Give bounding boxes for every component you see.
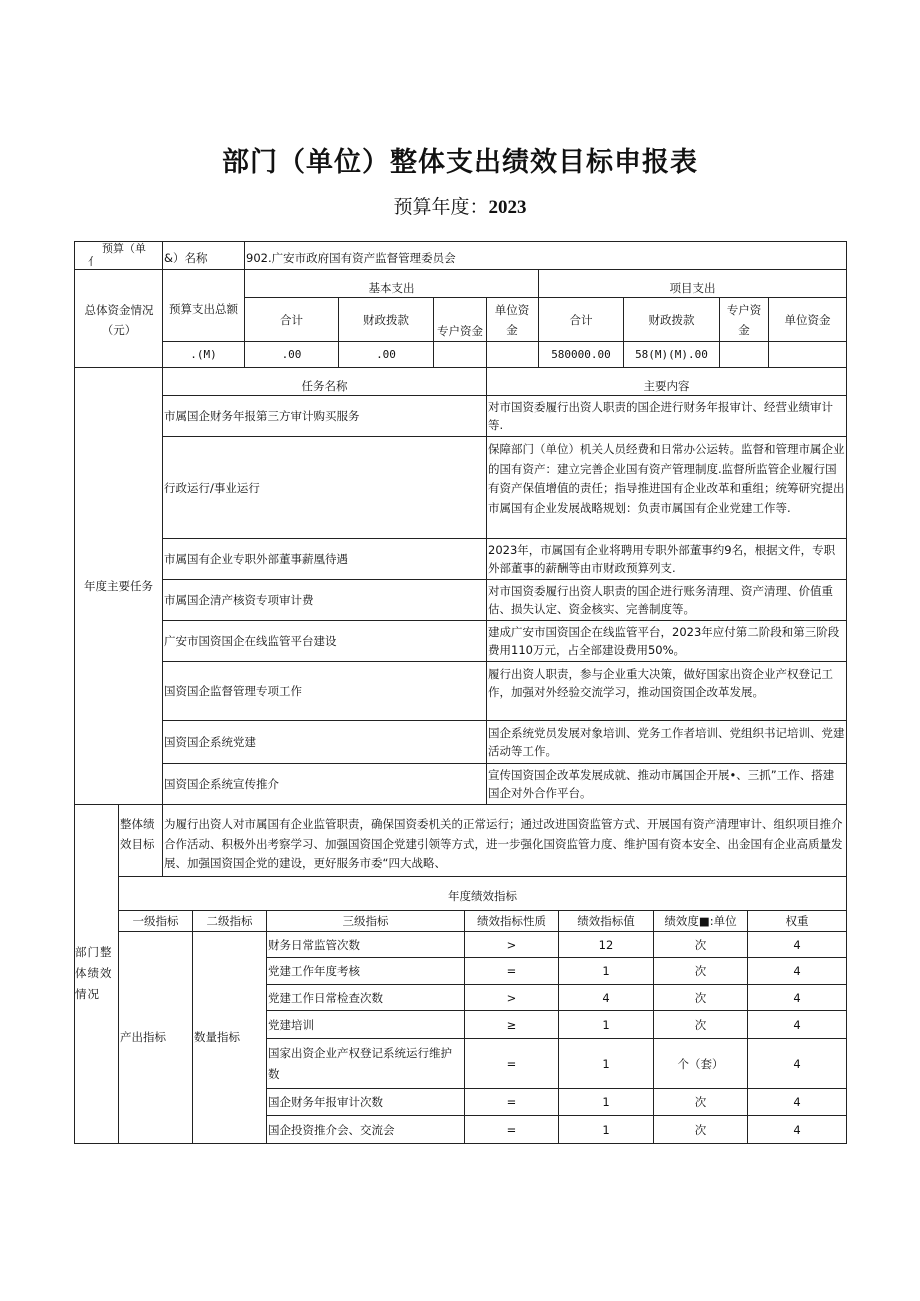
col-header-level3: 三级指标 [342, 914, 389, 928]
task-content: 对市国资委履行出资人职责的国企进行账务清理、资产清理、价值重估、损失认定、资金核实、完善制度等。 [488, 584, 833, 616]
basic-special-value [434, 342, 486, 367]
col-header-level2: 二级指标 [206, 914, 253, 928]
task-content: 宣传国资国企改革发展成就、推动市属国企开展•、三抓”工作、搭建国企对外合作平台。 [488, 768, 835, 800]
indicator-unit: 次 [694, 937, 707, 952]
indicator-name: 党建培训 [268, 1017, 314, 1032]
indicator-name: 国家出资企业产权登记系统运行维护数 [268, 1046, 452, 1081]
task-content: 保障部门（单位）机关人员经费和日常办公运转。监督和管理市属企业的国有资产：建立完善企业国有资产管理制度.监督所监管企业履行国有资产保值增值的责任；指导推进国有企业改革和重组；统筹研究提出市属国有企业发展战略规划：负责市属国有企业党建工作等. [488, 442, 845, 515]
indicator-unit: 次 [694, 1095, 707, 1109]
project-special-value [720, 342, 768, 367]
indicator-name: 党建工作年度考核 [268, 964, 360, 978]
task-content: 履行出资人职责，参与企业重大决策，做好国家出资企业产权登记工作，加强对外经验交流学习，推动国资国企改革发展。 [488, 667, 833, 699]
task-name-header: 任务名称 [301, 379, 348, 393]
indicator-unit: 次 [694, 1017, 707, 1032]
basic-total-value: .00 [281, 347, 302, 361]
indicator-weight: 4 [793, 1056, 801, 1071]
project-total-value: 580000.00 [551, 347, 611, 361]
col-header-value: 绩效指标值 [577, 914, 635, 928]
budget-year-value: 2023 [488, 197, 527, 218]
task-content: 2023年，市属国有企业将聘用专职外部董事约9名，根据文件，专职外部董事的薪酬等由市财政预算列支. [488, 543, 836, 575]
task-content: 国企系统党员发展对象培训、党务工作者培训、党组织书记培训、党建活动等工作。 [488, 726, 845, 758]
basic-unit-header: 单位资金 [494, 303, 530, 337]
col-header-level1: 一级指标 [132, 914, 179, 928]
indicator-value: 4 [602, 990, 610, 1005]
indicator-weight: 4 [793, 1122, 801, 1137]
task-content-header: 主要内容 [643, 379, 690, 393]
budget-total-label: 预算支出总额 [169, 302, 238, 316]
indicator-unit: 次 [694, 990, 707, 1005]
basic-total-header: 合计 [280, 312, 303, 327]
indicator-value: 1 [602, 1017, 610, 1032]
task-name: 国资国企系统宣传推介 [164, 777, 279, 791]
budget-year-label: 预算年度： [393, 196, 489, 218]
funds-row-label: 总体资金情况（元） [84, 303, 154, 337]
indicator-value: 1 [602, 964, 610, 978]
project-special-header: 专户资金 [726, 303, 762, 337]
page-title: 部门（单位）整体支出绩效目标申报表 [222, 147, 698, 178]
basic-special-header: 专户资金 [437, 324, 483, 338]
basic-fiscal-value: .00 [376, 347, 396, 361]
indicator-name: 国企财务年报审计次数 [268, 1095, 383, 1109]
task-name: 市属国企财务年报第三方审计购买服务 [164, 409, 360, 423]
project-fiscal-value: 58(M)(M).00 [635, 347, 708, 361]
indicator-weight: 4 [793, 1095, 801, 1109]
unit-name-label: 预算（单 亻 [88, 242, 146, 268]
indicator-nature: > [506, 990, 517, 1005]
task-content: 建成广安市国资国企在线监管平台，2023年应付第二阶段和第三阶段费用110万元，占全部建设费用50%。 [488, 625, 840, 657]
annual-indicators-title: 年度绩效指标 [448, 889, 517, 903]
indicator-nature: = [506, 1056, 517, 1071]
indicator-nature: = [506, 1122, 517, 1137]
budget-total-value: .(M) [190, 347, 217, 361]
indicator-nature: = [506, 1095, 517, 1109]
project-unit-header: 单位资金 [784, 312, 831, 327]
indicator-nature: = [506, 964, 517, 978]
indicator-nature: ≥ [506, 1017, 517, 1032]
indicator-name: 国企投资推介会、交流会 [268, 1122, 395, 1137]
col-header-unit: 绩效度■:单位 [664, 914, 737, 928]
task-content: 对市国资委履行出资人职责的国企进行财务年报审计、经营业绩审计等. [488, 400, 833, 432]
unit-name-label-suffix: &）名称 [164, 251, 208, 265]
performance-section-label: 部门整体绩效情况 [75, 945, 113, 1001]
basic-fiscal-header: 财政拨款 [363, 312, 409, 327]
task-name: 国资国企监督管理专项工作 [164, 684, 302, 698]
col-header-nature: 绩效指标性质 [477, 914, 546, 928]
task-name: 行政运行/事业运行 [164, 480, 260, 495]
task-name: 广安市国资国企在线监管平台建设 [164, 634, 337, 648]
indicator-name: 财务日常监管次数 [268, 937, 360, 952]
indicator-nature: > [506, 937, 517, 952]
indicator-value: 12 [598, 937, 614, 952]
basic-unit-value [487, 342, 538, 367]
project-expense-header: 项目支出 [669, 280, 716, 295]
indicator-weight: 4 [793, 990, 801, 1005]
basic-expense-header: 基本支出 [368, 280, 415, 295]
project-fiscal-header: 财政拨款 [648, 312, 695, 327]
overall-goal-text: 为履行出资人对市属国有企业监管职责，确保国资委机关的正常运行；通过改进国资监管方式、开展国有资产清理审计、组织项目推介合作活动、积极外出考察学习、加强国资国企党建引领等方式，进一步强化国资监管力度、维护国有资本安全、出金国有企业高质量发展、加强国资国企党的建设，更好服务市委“四大战略、 [164, 817, 843, 870]
indicator-value: 1 [602, 1095, 610, 1109]
task-name: 市属国有企业专职外部董事薪凰待遇 [164, 552, 348, 566]
indicator-value: 1 [602, 1122, 610, 1137]
overall-goal-label: 整体绩效目标 [120, 817, 155, 851]
indicator-weight: 4 [793, 964, 801, 978]
level1-output: 产出指标 [120, 1030, 166, 1044]
task-name: 市属国企清产核资专项审计费 [164, 593, 314, 607]
col-header-weight: 权重 [785, 914, 809, 928]
indicator-name: 党建工作日常检查次数 [268, 990, 383, 1005]
project-unit-value [769, 342, 846, 367]
indicator-weight: 4 [793, 937, 801, 952]
indicator-weight: 4 [793, 1017, 801, 1032]
indicator-value: 1 [602, 1056, 610, 1071]
tasks-row-label: 年度主要任务 [84, 579, 153, 593]
indicator-unit: 次 [694, 964, 707, 978]
indicator-unit: 个（套） [677, 1056, 724, 1071]
task-name: 国资国企系统党建 [164, 735, 256, 749]
level2-quantity: 数量指标 [194, 1030, 240, 1044]
project-total-header: 合计 [569, 312, 593, 327]
unit-name-value: 902.广安市政府国有资产监督管理委员会 [246, 251, 456, 265]
indicator-unit: 次 [694, 1122, 707, 1137]
